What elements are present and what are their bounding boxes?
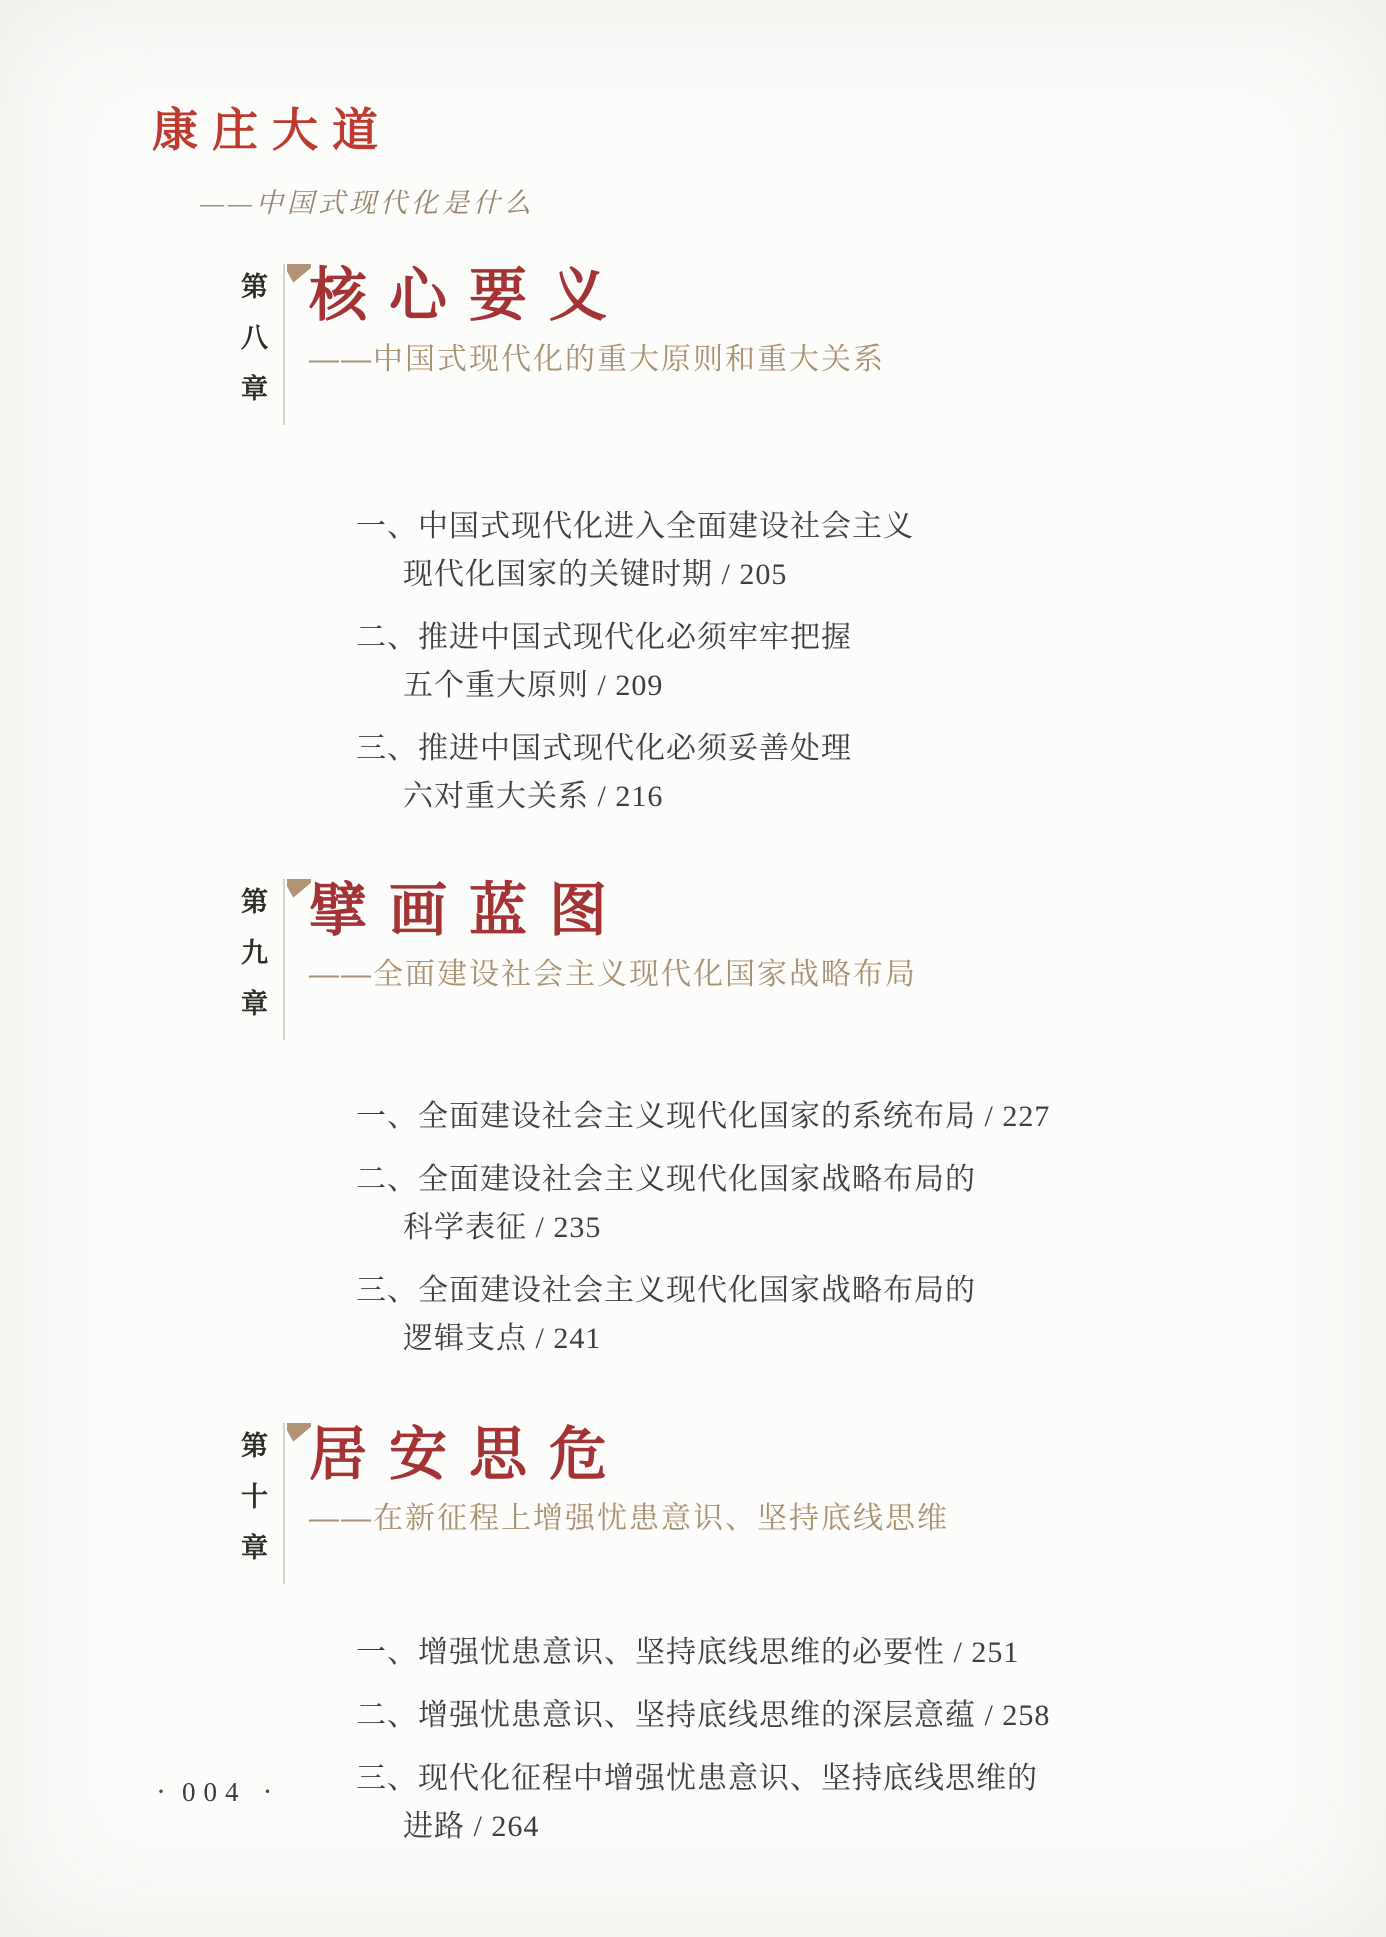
corner-flag-icon (287, 1423, 311, 1442)
toc-entry-line: 科学表征 / 235 (403, 1210, 602, 1244)
chapter-10-heading (238, 1423, 1386, 1584)
book-header (0, 0, 1386, 220)
corner-flag-icon (287, 264, 311, 283)
footer-left-dot: · (156, 1775, 166, 1808)
chapter-10-title: 居安思危 (309, 1421, 630, 1487)
book-title: 康庄大道 (152, 105, 392, 156)
toc-entry (356, 725, 1386, 821)
chapter-8-title: 核心要义 (309, 262, 630, 328)
chapter-8-number-label: 第八章 (237, 271, 267, 425)
toc-entry (356, 1692, 1386, 1740)
chapter-8-toc-entries (356, 503, 1386, 821)
toc-entry-line: 一、中国式现代化进入全面建设社会主义 (356, 509, 914, 543)
chapter-8-subtitle: ——中国式现代化的重大原则和重大关系 (309, 343, 885, 377)
footer-right-dot: · (262, 1775, 273, 1808)
toc-entry (356, 614, 1386, 710)
chapter-9-toc-entries (356, 1093, 1386, 1363)
chapter-9-number-label: 第九章 (237, 886, 267, 1040)
toc-entry (356, 1629, 1386, 1677)
toc-entry-line: 六对重大关系 / 216 (403, 779, 664, 813)
page-footer (156, 1775, 273, 1809)
toc-entry (356, 1093, 1386, 1141)
chapter-10-toc-entries (356, 1629, 1386, 1851)
page-number: 004 (182, 1776, 247, 1807)
toc-entry-line: 五个重大原则 / 209 (403, 668, 664, 702)
chapter-9-heading (238, 879, 1386, 1040)
chapter-9-head (283, 879, 917, 1040)
toc-entry-line: 进路 / 264 (403, 1809, 540, 1843)
toc-entry-line: 三、全面建设社会主义现代化国家战略布局的 (356, 1273, 976, 1307)
book-subtitle: ——中国式现代化是什么 (200, 187, 536, 218)
toc-entry-line: 二、推进中国式现代化必须牢牢把握 (356, 620, 852, 654)
corner-flag-icon (287, 879, 311, 898)
chapter-10-head (283, 1423, 949, 1584)
toc-entry (356, 1156, 1386, 1252)
toc-entry-line: 一、全面建设社会主义现代化国家的系统布局 / 227 (356, 1099, 1051, 1133)
chapter-8-head (283, 264, 885, 425)
toc-entry-line: 逻辑支点 / 241 (403, 1321, 602, 1355)
chapter-9-title: 擘画蓝图 (309, 877, 630, 943)
toc-entry (356, 1755, 1386, 1851)
chapter-10-number-label: 第十章 (237, 1430, 267, 1584)
chapter-8-heading (238, 264, 1386, 425)
chapter-10-subtitle: ——在新征程上增强忧患意识、坚持底线思维 (309, 1502, 949, 1536)
toc-entry-line: 三、推进中国式现代化必须妥善处理 (356, 731, 852, 765)
toc-entry (356, 503, 1386, 599)
toc-entry-line: 三、现代化征程中增强忧患意识、坚持底线思维的 (356, 1761, 1038, 1795)
toc-entry-line: 二、全面建设社会主义现代化国家战略布局的 (356, 1162, 976, 1196)
toc-entry-line: 现代化国家的关键时期 / 205 (403, 557, 788, 591)
toc-entry (356, 1267, 1386, 1363)
toc-entry-line: 二、增强忧患意识、坚持底线思维的深层意蕴 / 258 (356, 1698, 1051, 1732)
chapter-9-subtitle: ——全面建设社会主义现代化国家战略布局 (309, 958, 917, 992)
toc-entry-line: 一、增强忧患意识、坚持底线思维的必要性 / 251 (356, 1635, 1020, 1669)
